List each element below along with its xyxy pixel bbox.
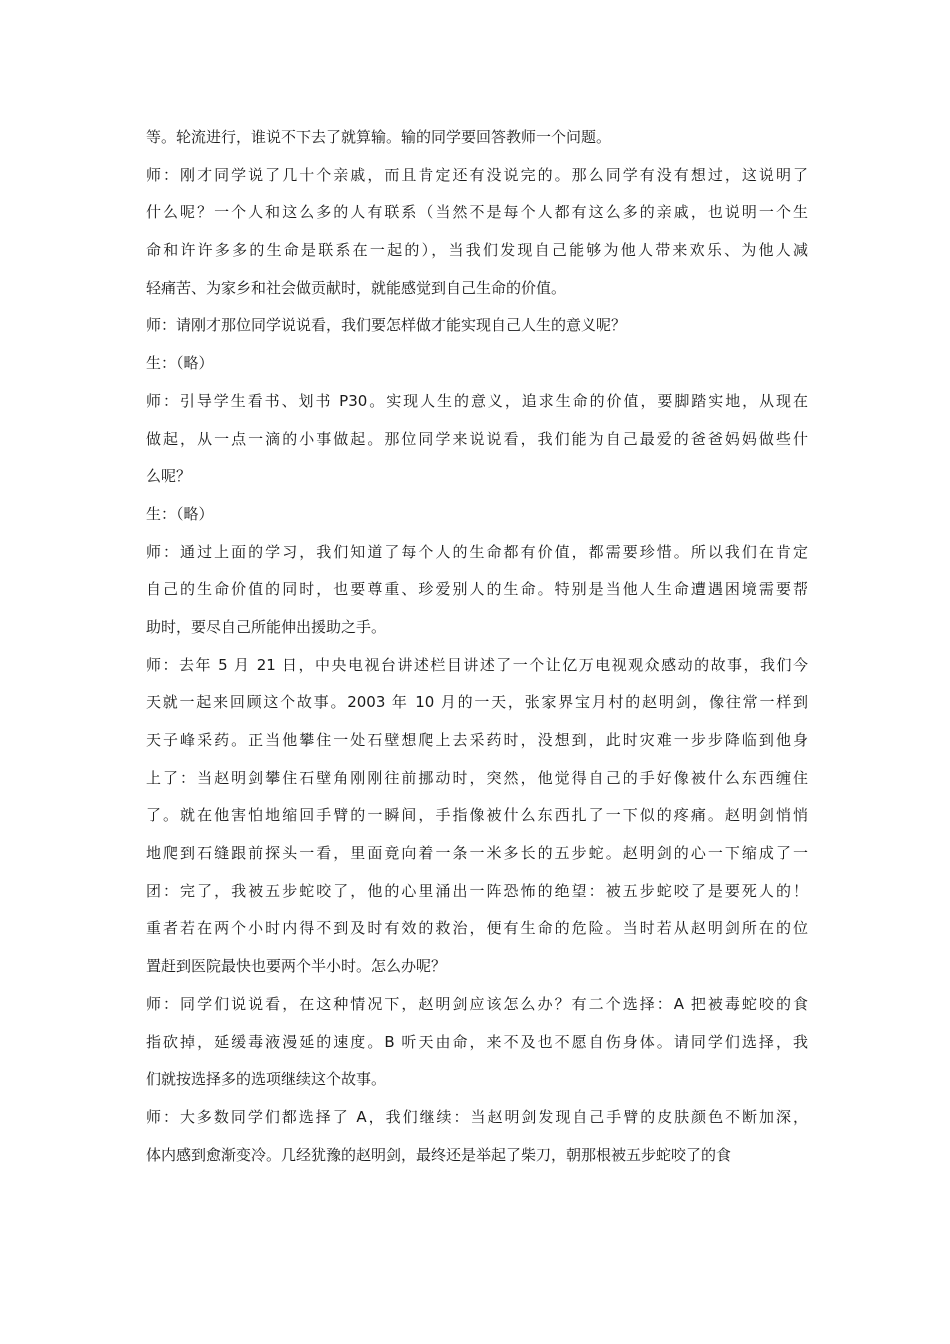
text-line: 什么呢？一个人和这么多的人有联系（当然不是每个人都有这么多的亲戚，也说明一个生: [146, 203, 808, 222]
text-line: 了。就在他害怕地缩回手臂的一瞬间，手指像被什么东西扎了一下似的疼痛。赵明剑悄悄: [146, 806, 808, 825]
text-line: 师：大多数同学们都选择了 A，我们继续：当赵明剑发现自己手臂的皮肤颜色不断加深，: [146, 1107, 808, 1126]
text-line: 助时，要尽自己所能伸出援助之手。: [146, 617, 387, 636]
text-line: 们就按选择多的选项继续这个故事。: [146, 1070, 387, 1089]
paragraph: [146, 652, 808, 991]
text-line: 师：同学们说说看，在这种情况下，赵明剑应该怎么办？有二个选择：A 把被毒蛇咬的食: [146, 994, 808, 1013]
text-line: 体内感到愈渐变冷。几经犹豫的赵明剑，最终还是举起了柴刀，朝那根被五步蛇咬了的食: [146, 1145, 732, 1164]
paragraph: [146, 162, 808, 313]
text-line: 么呢？: [146, 467, 192, 486]
text-line: 重者若在两个小时内得不到及时有效的救治，便有生命的危险。当时若从赵明剑所在的位: [146, 919, 808, 938]
text-line: 师：刚才同学说了几十个亲戚，而且肯定还有没说完的。那么同学有没有想过，这说明了: [146, 165, 808, 184]
text-line: 上了：当赵明剑攀住石壁角刚刚往前挪动时，突然，他觉得自己的手好像被什么东西缠住: [146, 768, 808, 787]
text-line: 命和许许多多的生命是联系在一起的），当我们发现自己能够为他人带来欢乐、为他人减: [146, 241, 808, 260]
paragraph: [146, 124, 808, 162]
paragraph: [146, 991, 808, 1104]
text-line: 师：通过上面的学习，我们知道了每个人的生命都有价值，都需要珍惜。所以我们在肯定: [146, 542, 808, 561]
text-line: 指砍掉，延缓毒液漫延的速度。B 听天由命，来不及也不愿自伤身体。请同学们选择，我: [146, 1032, 808, 1051]
text-line: 生：（略）: [146, 354, 214, 373]
text-line: 师：请刚才那位同学说说看，我们要怎样做才能实现自己人生的意义呢？: [146, 316, 627, 335]
text-line: 天就一起来回顾这个故事。2003 年 10 月的一天，张家界宝月村的赵明剑，像往常一样到: [146, 693, 808, 712]
paragraph: [146, 350, 808, 388]
paragraph: [146, 1104, 808, 1179]
paragraph: [146, 312, 808, 350]
text-line: 天子峰采药。正当他攀住一处石壁想爬上去采药时，没想到，此时灾难一步步降临到他身: [146, 731, 808, 749]
paragraph: [146, 501, 808, 539]
text-line: 团：完了，我被五步蛇咬了，他的心里涌出一阵恐怖的绝望：被五步蛇咬了是要死人的！: [146, 881, 808, 900]
paragraph: [146, 539, 808, 652]
text-line: 轻痛苦、为家乡和社会做贡献时，就能感觉到自己生命的价值。: [146, 278, 567, 297]
text-line: 生：（略）: [146, 504, 214, 523]
lesson-transcript: [146, 124, 808, 1179]
text-line: 等。轮流进行，谁说不下去了就算输。输的同学要回答教师一个问题。: [146, 128, 612, 146]
text-line: 自己的生命价值的同时，也要尊重、珍爱别人的生命。特别是当他人生命遭遇困境需要帮: [146, 580, 808, 599]
paragraph: [146, 388, 808, 501]
text-line: 做起，从一点一滴的小事做起。那位同学来说说看，我们能为自己最爱的爸爸妈妈做些什: [146, 429, 808, 448]
text-line: 师：去年 5 月 21 日，中央电视台讲述栏目讲述了一个让亿万电视观众感动的故事，我们今: [146, 655, 808, 674]
text-line: 置赶到医院最快也要两个半小时。怎么办呢？: [146, 957, 447, 976]
text-line: 地爬到石缝跟前探头一看，里面竟向着一条一米多长的五步蛇。赵明剑的心一下缩成了一: [146, 844, 808, 863]
text-line: 师：引导学生看书、划书 P30。实现人生的意义，追求生命的价值，要脚踏实地，从现在: [146, 391, 808, 410]
